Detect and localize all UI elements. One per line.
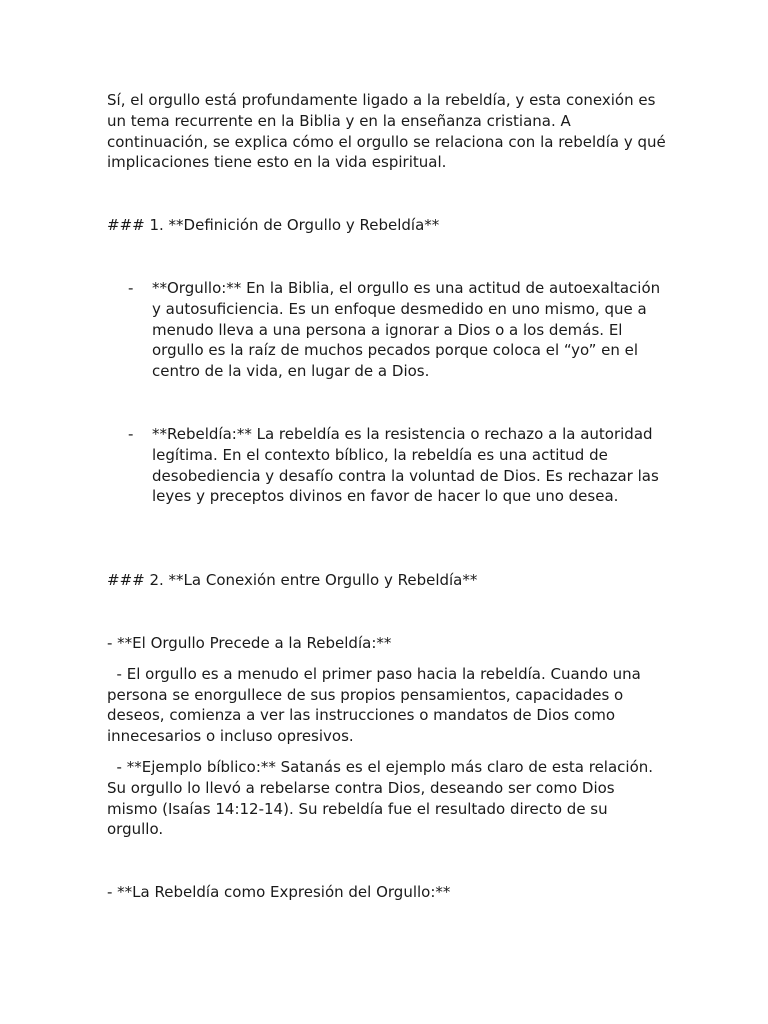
bullet-text: **Orgullo:** En la Biblia, el orgullo es una actitud de autoexaltación y autosuficiencia. Es un enfoque desmedido en uno mismo, que a menudo lleva a una persona a ignorar a Dios o a los demás. El orgullo es la raíz de muchos pecados porque coloca el “yo” en el centro de la vida, en lugar de a Dios. [152,278,661,381]
paragraph-orgullo-primer-paso: - El orgullo es a menudo el primer paso hacia la rebeldía. Cuando una persona se enorgullece de sus propios pensamientos, capacidades o deseos, comienza a ver las instrucciones o mandatos de Dios como innecesarios o incluso opresivos. [107,664,646,746]
bullet-item-orgullo [107,278,667,382]
paragraph-ejemplo-biblico: - **Ejemplo bíblico:** Satanás es el ejemplo más claro de esta relación. Su orgullo lo llevó a rebelarse contra Dios, deseando ser como Dios mismo (Isaías 14:12-14). Su rebeldía fue el resultado directo de su orgullo. [107,757,658,839]
section-1-heading: ### 1. **Definición de Orgullo y Rebeldía** [107,216,440,235]
section-2-heading: ### 2. **La Conexión entre Orgullo y Rebeldía** [107,571,478,590]
intro-paragraph: Sí, el orgullo está profundamente ligado a la rebeldía, y esta conexión es un tema recurrente en la Biblia y en la enseñanza cristiana. A continuación, se explica cómo el orgullo se relaciona con la rebeldía y qué implicaciones tiene esto en la vida espiritual. [107,91,666,172]
bullet-marker: - [128,278,134,297]
bullet-marker: - [128,424,134,443]
document-page [107,90,667,913]
bullet-text: **Rebeldía:** La rebeldía es la resistencia o rechazo a la autoridad legítima. En el contexto bíblico, la rebeldía es una actitud de desobediencia y desafío contra la voluntad de Dios. Es rechazar las leyes y preceptos divinos en favor de hacer lo que uno desea. [152,424,659,506]
subsection-title-orgullo-precede: - **El Orgullo Precede a la Rebeldía:** [107,633,392,652]
subsection-title-rebeldia-expresion: - **La Rebeldía como Expresión del Orgullo:** [107,883,451,902]
bullet-item-rebeldia [107,424,667,507]
